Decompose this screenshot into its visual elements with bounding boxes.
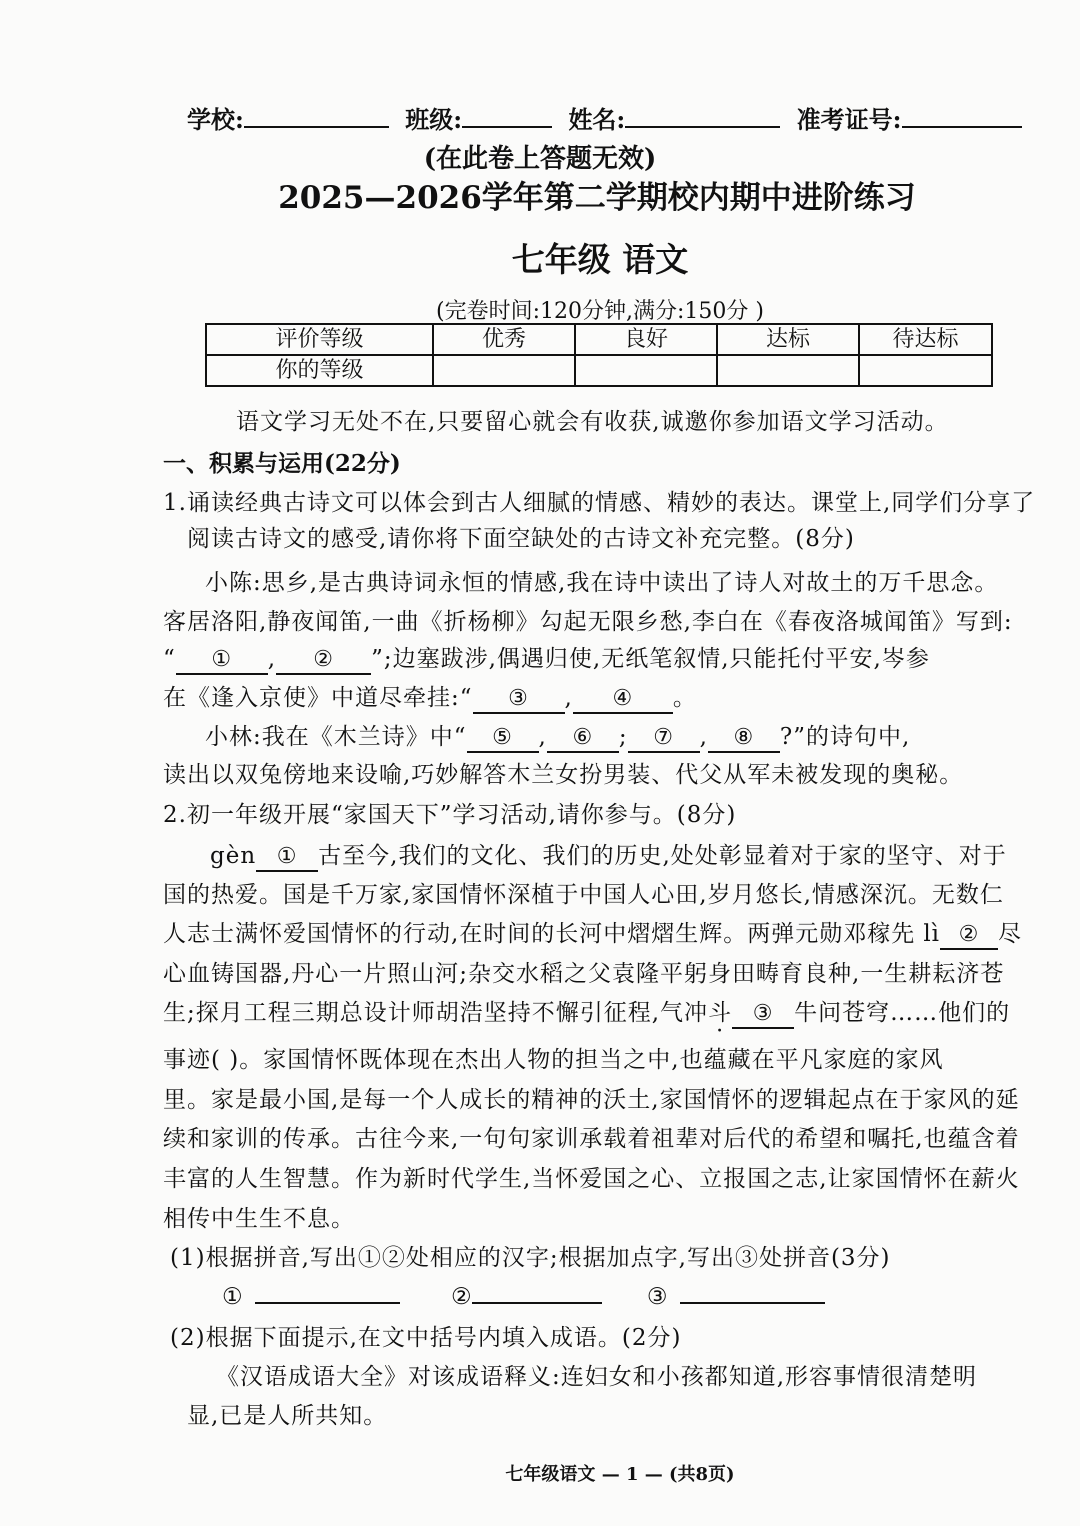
intro-text: 语文学习无处不在,只要留心就会有收获,诚邀你参加语文学习活动。 [236,409,949,435]
blank-2[interactable]: ② [276,647,371,675]
q1-p2-line1-end: ”的诗句中, [793,724,911,750]
q2-line1 [210,837,1080,872]
blank-4[interactable]: ④ [573,686,673,714]
q1-p1-line4-text: 在《逢入京使》中道尽牵挂:“ [163,685,473,711]
grade-header-cell: 良好 [575,324,717,355]
grade-header-cell: 达标 [717,324,859,355]
q1-p1-line4: 在《逢入京使》中道尽牵挂:“ ③ , ④ 。 [163,679,1043,714]
exam-id-blank[interactable] [902,104,1022,128]
blank-5[interactable]: ⑤ [467,725,539,753]
name-blank[interactable] [625,104,780,128]
q2-blank-2[interactable]: ② [940,922,998,950]
page-footer: 七年级语文 — 1 — (共8页) [505,1464,735,1485]
q2-line7: 里。家是最小国,是每一个人成长的精神的沃土,家国情怀的逻辑起点在于家风的延 [163,1087,1020,1113]
name-label: 姓名: [568,105,626,134]
answer-label-2: ② [450,1284,472,1310]
pinyin-gen: gèn [210,843,257,869]
q1-p2-line2: 读出以双兔傍地来设喻,巧妙解答木兰女扮男装、代父从军未被发现的奥秘。 [163,762,964,788]
blank-7[interactable]: ⑦ [628,725,700,753]
q1-p2-line1-text: 小林:我在《木兰诗》中“ [205,724,467,750]
exam-title: 2025—2026学年第二学期校内期中进阶练习 [278,180,916,216]
page-title: 七年级 语文 [511,240,689,279]
grade-cell[interactable] [717,355,859,386]
grade-cell[interactable] [859,355,992,386]
q2-sub1: (1)根据拼音,写出①②处相应的汉字;根据加点字,写出③处拼音(3分) [170,1245,891,1271]
grade-cell[interactable] [575,355,717,386]
answer-blank-1[interactable] [255,1280,400,1304]
answer-blank-2[interactable] [472,1280,602,1304]
grade-header-cell: 评价等级 [206,324,433,355]
answer-label-1: ① [222,1284,243,1310]
grade-row-label: 你的等级 [206,355,433,386]
q2-hint1: 《汉语成语大全》对该成语释义:连妇女和小孩都知道,形容事情很清楚明 [216,1364,978,1390]
q1-p1-line3-text: ”;边塞跋涉,偶遇归使,无纸笔叙情,只能托付平安,岑参 [371,646,930,672]
q2-blank-3[interactable]: ③ [732,1001,794,1029]
q2-line8: 续和家训的传承。古往今来,一句句家训承载着祖辈对后代的希望和嘱托,也蕴含着 [163,1126,1020,1152]
answer-blank-3[interactable] [680,1280,825,1304]
grade-header-cell: 优秀 [433,324,575,355]
grade-value-row [206,355,992,386]
q1-p2-line1: 小林:我在《木兰诗》中“ ⑤ , ⑥ ; ⑦ , ⑧ ?”的诗句中, [205,718,1080,753]
q2-line6: 事迹( )。家国情怀既体现在杰出人物的担当之中,也蕴藏在平凡家庭的家风 [163,1047,944,1073]
q2-hint2: 显,已是人所共知。 [187,1403,388,1429]
q1-line2: 阅读古诗文的感受,请你将下面空缺处的古诗文补充完整。(8分) [187,526,855,552]
q2-line10: 相传中生生不息。 [163,1206,355,1232]
q1-p1-line3: “ ① , ② ”;边塞跋涉,偶遇归使,无纸笔叙情,只能托付平安,岑参 [163,640,1043,675]
grade-cell[interactable] [433,355,575,386]
class-blank[interactable] [462,104,552,128]
answer-blanks [222,1280,825,1310]
class-label: 班级: [405,105,463,134]
notice: (在此卷上答题无效) [423,144,657,174]
section-heading: 一、积累与运用(22分) [163,450,401,477]
q2-line3 [163,915,1043,950]
q2-line2: 国的热爱。国是千万家,家国情怀深植于中国人心田,岁月悠长,情感深沉。无数仁 [163,882,1004,908]
blank-8[interactable]: ⑧ [708,725,780,753]
q1-line1: 1.诵读经典古诗文可以体会到古人细腻的情感、精妙的表达。课堂上,同学们分享了 [163,490,1036,516]
grade-header-row [206,324,992,355]
time-info: (完卷时间:120分钟,满分:150分 ) [436,299,764,324]
pinyin-li: lì [923,921,941,947]
blank-1[interactable]: ① [176,647,268,675]
q2-line3-end: 尽 [998,921,1023,947]
school-blank[interactable] [244,104,389,128]
q2-line9: 丰富的人生智慧。作为新时代学生,当怀爱国之心、立报国之志,让家国情怀在薪火 [163,1166,1020,1192]
q1-p1-line2: 客居洛阳,静夜闻笛,一曲《折杨柳》勾起无限乡愁,李白在《春夜洛城闻笛》写到: [163,609,1013,635]
exam-id-label: 准考证号: [796,105,902,134]
info-fields [187,100,1022,135]
q2-line5 [163,994,1043,1029]
q1-p1-line1: 小陈:思乡,是古典诗词永恒的情感,我在诗中读出了诗人对故土的万千思念。 [205,570,999,596]
school-label: 学校: [187,105,244,134]
blank-6[interactable]: ⑥ [547,725,619,753]
grade-header-cell: 待达标 [859,324,992,355]
answer-label-3: ③ [646,1284,668,1310]
q2-blank-1[interactable]: ① [256,844,318,872]
q2-line5-text: 生;探月工程三期总设计师胡浩坚持不懈引征程,气冲 [163,1000,709,1026]
blank-3[interactable]: ③ [473,686,565,714]
q2-line5-end: 牛问苍穹……他们的 [794,1000,1011,1026]
q2-heading: 2.初一年级开展“家国天下”学习活动,请你参与。(8分) [163,802,737,828]
q2-line3-text: 人志士满怀爱国情怀的行动,在时间的长河中熠熠生辉。两弹元勋邓稼先 [163,921,916,947]
grade-table [205,323,993,387]
q2-line4: 心血铸国器,丹心一片照山河;杂交水稻之父袁隆平躬身田畴育良种,一生耕耘济苍 [163,961,1005,987]
q2-sub2: (2)根据下面提示,在文中括号内填入成语。(2分) [170,1325,682,1351]
dotted-char: 斗 [708,1000,733,1026]
q2-line1-text: 古至今,我们的文化、我们的历史,处处彰显着对于家的坚守、对于 [318,843,1007,869]
